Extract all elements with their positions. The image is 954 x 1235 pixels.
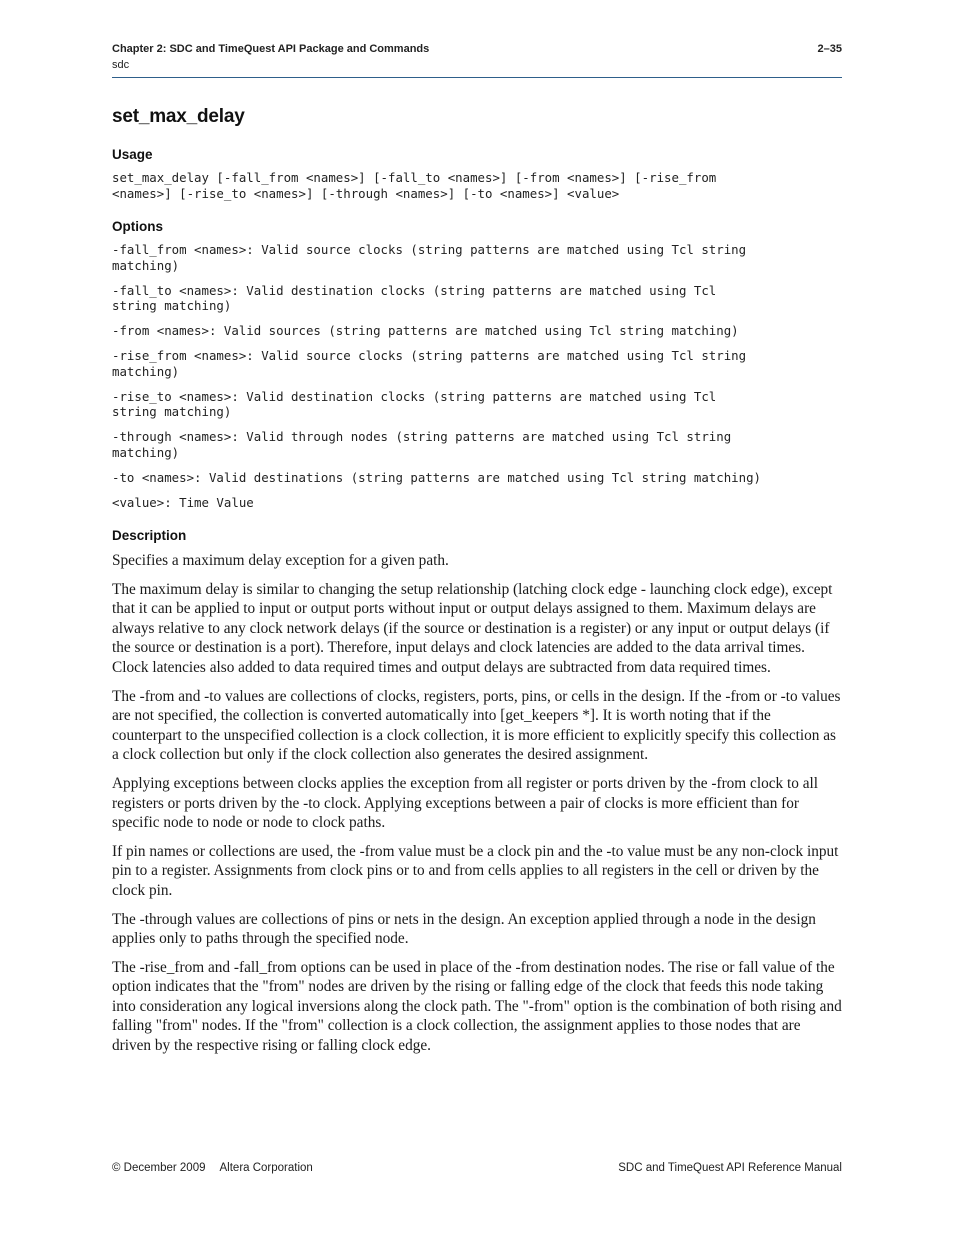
footer-left <box>112 1161 313 1175</box>
description-paragraph: Specifies a maximum delay exception for a given path. <box>112 552 449 569</box>
usage-syntax <box>112 170 842 201</box>
option-line: -to <names>: Valid destinations (string patterns are matched using Tcl string matching) <box>112 469 762 485</box>
option-line: matching) <box>112 257 180 273</box>
option-line: -fall_from <names>: Valid source clocks (string patterns are matched using Tcl string <box>112 242 747 257</box>
option-line: matching) <box>112 363 180 379</box>
description-paragraph: The -through values are collections of pins or nets in the design. An exception applied through a node in the design applies only to paths through the specified node. <box>112 910 816 948</box>
option-to <box>112 470 842 486</box>
option-rise-from <box>112 348 842 379</box>
option-line: -through <names>: Valid through nodes (string patterns are matched using Tcl string <box>112 429 732 444</box>
header-chapter-title: Chapter 2: SDC and TimeQuest API Package and Commands <box>112 43 430 55</box>
page-content <box>112 104 842 1065</box>
option-rise-to <box>112 389 842 420</box>
usage-line: <names>] [-rise_to <names>] [-through <names>] [-to <names>] <value> <box>112 185 620 201</box>
option-fall-from <box>112 242 842 273</box>
footer-company: Altera Corporation <box>219 1162 313 1174</box>
usage-heading: Usage <box>112 147 153 162</box>
option-line: -rise_to <names>: Valid destination clocks (string patterns are matched using Tcl <box>112 388 717 404</box>
option-line: <value>: Time Value <box>112 494 254 510</box>
description-heading: Description <box>112 528 187 543</box>
option-line: string matching) <box>112 298 232 313</box>
option-line: -fall_to <names>: Valid destination clocks (string patterns are matched using Tcl <box>112 282 717 298</box>
option-line: -rise_from <names>: Valid source clocks (string patterns are matched using Tcl string <box>112 348 747 363</box>
description-paragraph: The maximum delay is similar to changing the setup relationship (latching clock edge - launching clock edge), except that it can be applied to input or output ports without input or output delays assigned to them. Maximum delays are always relative to any clock network delays (if the source or destination is a register) or any input or output delays (if the source or destination is a port). Therefore, input delays and clock latencies are added to the data arrival times. Clock latencies also added to data required times and output delays are subtracted from data required times. <box>112 580 833 676</box>
option-fall-to <box>112 283 842 314</box>
option-line: string matching) <box>112 404 232 419</box>
footer-date: © December 2009 <box>112 1162 206 1174</box>
option-from <box>112 323 842 339</box>
page-title: set_max_delay <box>112 106 245 127</box>
description-paragraph: If pin names or collections are used, the -from value must be a clock pin and the -to value must be any non-clock input pin to a register. Assignments from clock pins or to and from cells applies to all registers in the cell or driven by the clock pin. <box>112 842 839 899</box>
option-through <box>112 429 842 460</box>
options-heading: Options <box>112 219 163 234</box>
header-page-number: 2–35 <box>817 43 842 55</box>
page-header <box>112 42 842 72</box>
header-section-name: sdc <box>112 59 130 71</box>
option-value <box>112 495 842 511</box>
header-divider <box>112 77 842 78</box>
description-paragraph: The -rise_from and -fall_from options can be used in place of the -from destination nodes. The rise or fall value of the option indicates that the "from" nodes are driven by the rising or falling edge of the clock that feeds this node taking into consideration any logical inversions along the clock path. The "-from" option is the combination of both rising and falling "from" nodes. If the "from" collection is a clock collection, the assignment applies to those nodes that are driven by the respective rising or falling clock edge. <box>112 958 842 1055</box>
usage-line: set_max_delay [-fall_from <names>] [-fall_to <names>] [-from <names>] [-rise_from <box>112 170 717 185</box>
description-paragraph: Applying exceptions between clocks applies the exception from all register or ports driven by the -from clock to all registers or ports driven by the -to clock. Applying exceptions between a pair of clocks is more efficient than for specific node to node or node to clock paths. <box>112 774 818 832</box>
description-paragraph: The -from and -to values are collections of clocks, registers, ports, pins, or cells in the design. If the -from or -to values are not specified, the collection is converted automatically into [get_keepers *]. It is worth noting that if the counterpart to the unspecified collection is a clock collection, it is more efficient to explicitly specify this collection as a clock collection but only if the clock collection also generates the desired assignment. <box>112 687 841 764</box>
option-line: -from <names>: Valid sources (string patterns are matched using Tcl string matching) <box>112 323 739 338</box>
option-line: matching) <box>112 444 180 460</box>
footer-manual-title: SDC and TimeQuest API Reference Manual <box>618 1162 842 1174</box>
